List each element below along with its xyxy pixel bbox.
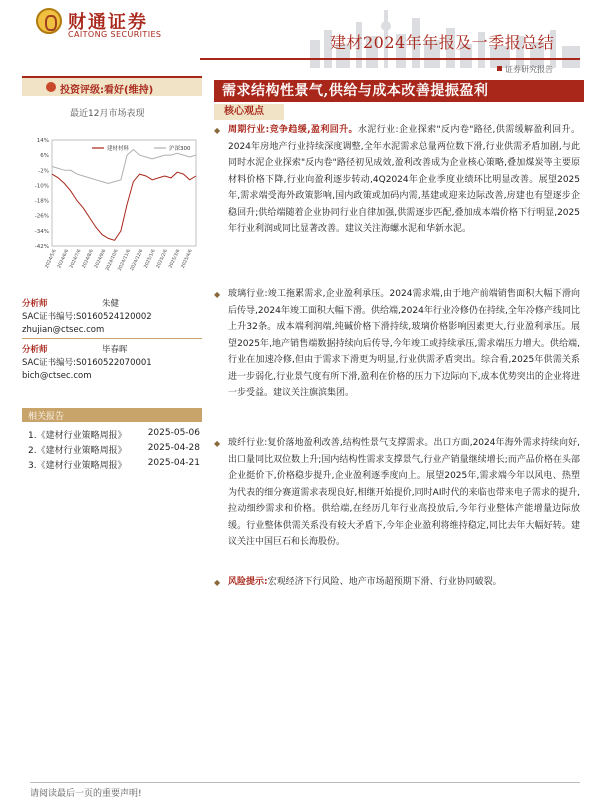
related-report-item[interactable] — [28, 458, 200, 471]
market-performance-chart — [26, 128, 202, 288]
x-tick-label: 2024/9/6 — [94, 248, 108, 270]
x-tick-label: 2024/6/6 — [57, 248, 71, 270]
series-line — [52, 172, 196, 240]
paragraph-text: 水泥行业:企业探索"反内卷"路径,供需缓解盈利回升。2024年房地产行业持续深度调整,全年水泥需求总量两位数下滑,行业供需矛盾加剧,与此同时水泥企业探索"反内卷"路径初见成效,盈利改善成为企业核心策略,叠加煤炭等主要原材料价格下降,行业向盈利逐步转动,4Q2024年企业季度业绩环比明显改善。展望2025年,需求端受海外政策影响,国内政策或加码内需,基建或迎来边际改善,房建也有望逐步企稳回升;供给端随着企业协同行业自律加强,供需逐步匹配,叠加成本端价格下行明显,2025年行业利润或同比显著改善。建议关注海螺水泥和华新水泥。 — [228, 125, 580, 234]
x-tick-label: 2025/1/6 — [143, 248, 157, 270]
rating-badge-icon — [46, 82, 56, 92]
report-type-label: 证券研究报告 — [505, 65, 553, 74]
legend-label: 建材材料 — [107, 146, 130, 152]
x-tick-label: 2024/7/6 — [69, 248, 83, 270]
paragraph-text: 玻纤行业:复价落地盈利改善,结构性景气支撑需求。出口方面,2024年海外需求持续向好,出口量同比双位数上升;国内结构性需求支撑景气,行业产销量继续增长;而产品价格在头部企业挺价下,价格稳步提升,企业盈利逐季度向上。展望2025年,需求端今年以风电、热塑为代表的细分赛道需求表现良好,相继开始提价,同时AI时代的来临也带来电子需求的提升,拉动细纱需求和价格。供给端,在经历几年行业高投放后,今年行业整体产能增量边际放缓。行业整体供需关系没有较大矛盾下,今年企业盈利将维持稳定,同比去年大幅好转。建议关注中国巨石和长海股份。 — [228, 438, 580, 547]
x-tick-label: 2025/2/6 — [156, 248, 170, 270]
related-report-date: 2025-04-21 — [147, 458, 200, 468]
related-reports-header — [22, 408, 202, 422]
paragraph-cyclical — [228, 122, 580, 238]
related-report-title: 1.《建材行业策略周报》 — [28, 431, 127, 441]
square-bullet-icon — [497, 66, 502, 71]
analyst-email[interactable]: bich@ctsec.com — [22, 371, 92, 381]
paragraph-glass — [228, 286, 580, 402]
analyst-name: 毕春晖 — [102, 345, 128, 355]
diamond-bullet-icon: ◆ — [214, 578, 221, 587]
y-tick-label: 14% — [36, 138, 49, 144]
x-tick-label: 2025/3/6 — [168, 248, 182, 270]
y-tick-label: -42% — [34, 244, 49, 250]
header-divider — [200, 58, 580, 60]
page-header — [0, 0, 600, 74]
investment-rating: 投资评级:看好(维持) — [60, 85, 154, 96]
logo-text-en: CAITONG SECURITIES — [68, 30, 162, 39]
analyst-block — [22, 344, 202, 383]
related-report-item[interactable] — [28, 443, 200, 456]
diamond-bullet-icon: ◆ — [214, 290, 221, 299]
x-tick-label: 2025/4/6 — [180, 248, 194, 270]
related-report-date: 2025-04-28 — [147, 443, 200, 453]
market-performance-label: 最近12月市场表现 — [70, 109, 145, 119]
related-report-date: 2025-05-06 — [147, 428, 200, 438]
diamond-bullet-icon: ◆ — [214, 126, 221, 135]
related-report-title: 2.《建材行业策略周报》 — [28, 446, 127, 456]
logo-text-cn: 财通证券 — [68, 12, 148, 33]
footer-disclaimer: 请阅读最后一页的重要声明! — [30, 789, 142, 799]
core-views-tag: 核心观点 — [214, 104, 284, 120]
rating-bar — [22, 76, 202, 96]
paragraph-risk — [228, 574, 580, 591]
paragraph-text: 玻璃行业:竣工拖累需求,企业盈利承压。2024需求端,由于地产前端销售面积大幅下滑向后传导,2024年竣工面积大幅下滑。供给端,2024年行业冷修仍在持续,全年冷修产线同比上升32条。成本端利润端,纯碱价格下滑持续,玻璃价格影响因素更大,行业盈利承压。展望2025年,地产销售端数据持续向后传导,今年竣工或持续承压,需求端压力增大。供给端,行业在加速冷修,但由于需求下滑更为明显,行业供需矛盾突出。综合看,2025年供需关系进一步弱化,行业景气度有所下滑,盈利在价格的压力下边际向下,成本优势突出的企业将进一步受益。建议关注旗滨集团。 — [228, 289, 580, 398]
x-tick-label: 2024/10/6 — [105, 248, 120, 272]
analyst-block — [22, 298, 202, 337]
analyst-name: 朱健 — [102, 299, 120, 309]
paragraph-fiberglass — [228, 435, 580, 551]
analyst-cert: SAC证书编号:S0160522070001 — [22, 358, 152, 368]
diamond-bullet-icon: ◆ — [214, 439, 221, 448]
x-tick-label: 2024/11/6 — [117, 248, 132, 272]
paragraph-text: 宏观经济下行风险、地产市场超预期下滑、行业协同破裂。 — [267, 577, 502, 587]
legend-label: 沪深300 — [169, 146, 191, 152]
footer-divider — [30, 782, 580, 783]
y-tick-label: -2% — [38, 168, 49, 175]
report-title: 建材2024年年报及一季报总结 — [330, 33, 555, 52]
analyst-role: 分析师 — [22, 345, 48, 355]
analyst-cert: SAC证书编号:S0160524120002 — [22, 312, 152, 322]
analyst-email[interactable]: zhujian@ctsec.com — [22, 325, 105, 335]
related-reports-title: 相关报告 — [28, 412, 65, 422]
main-headline: 需求结构性景气,供给与成本改善提振盈利 — [214, 80, 584, 102]
y-tick-label: -10% — [34, 183, 49, 190]
divider — [22, 338, 202, 339]
y-tick-label: 6% — [40, 153, 49, 160]
series-line — [52, 150, 196, 184]
related-report-item[interactable] — [28, 428, 200, 441]
y-tick-label: -34% — [34, 228, 49, 235]
x-tick-label: 2024/5/6 — [44, 248, 58, 270]
analyst-role: 分析师 — [22, 299, 48, 309]
paragraph-lead: 风险提示: — [228, 577, 268, 587]
y-tick-label: -18% — [34, 198, 49, 205]
x-tick-label: 2024/12/6 — [130, 248, 145, 272]
y-tick-label: -26% — [34, 213, 49, 220]
caitong-logo-icon — [36, 8, 62, 34]
x-tick-label: 2024/8/6 — [81, 248, 95, 270]
related-report-title: 3.《建材行业策略周报》 — [28, 461, 127, 471]
paragraph-lead: 周期行业:竞争趋缓,盈利回升。 — [228, 125, 358, 135]
chart-plot-frame — [52, 140, 196, 246]
